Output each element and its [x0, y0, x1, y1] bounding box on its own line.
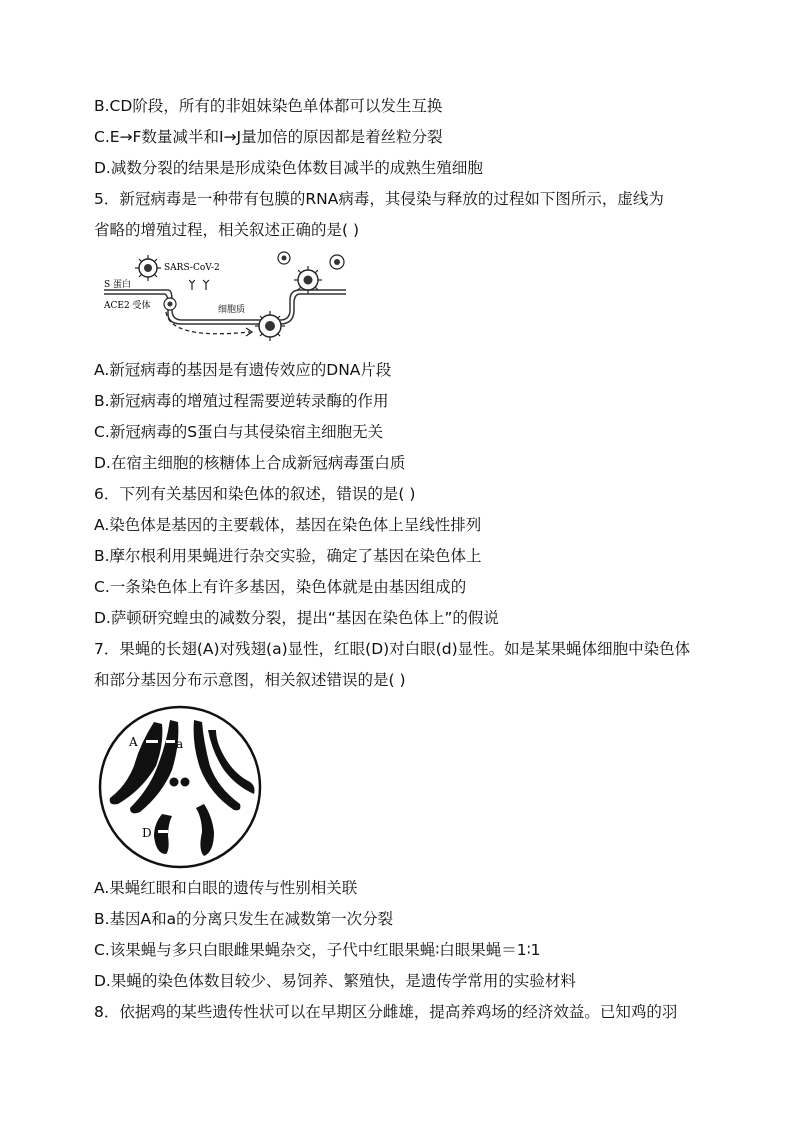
virus-icon	[164, 298, 176, 310]
option-line: C.该果蝇与多只白眼雌果蝇杂交，子代中红眼果蝇∶白眼果蝇＝1∶1	[94, 941, 541, 959]
question-6-stem: 6．下列有关基因和染色体的叙述，错误的是( )	[94, 485, 416, 503]
option-line: D.减数分裂的结果是形成染色体数目减半的成熟生殖细胞	[94, 159, 483, 177]
option-line: A.新冠病毒的基因是有遗传效应的DNA片段	[94, 361, 392, 379]
question-7-stem: 7．果蝇的长翅(A)对残翅(a)显性，红眼(D)对白眼(d)显性。如是某果蝇体细胞中染色体	[94, 640, 691, 658]
s-protein-label: S 蛋白	[104, 280, 132, 290]
virus-infection-diagram	[100, 250, 360, 345]
receptor-icon	[189, 280, 209, 290]
option-line: B.新冠病毒的增殖过程需要逆转录酶的作用	[94, 392, 389, 410]
question-7-stem-cont: 和部分基因分布示意图，相关叙述错误的是( )	[94, 671, 406, 689]
gene-label-A: A	[129, 735, 138, 749]
gene-label-a: a	[176, 737, 184, 751]
option-line: B.摩尔根利用果蝇进行杂交实验，确定了基因在染色体上	[94, 547, 482, 565]
virus-icon	[278, 252, 290, 264]
cytoplasm-label: 细胞质	[218, 305, 246, 315]
option-line: C.E→F数量减半和Ⅰ→J量加倍的原因都是着丝粒分裂	[94, 128, 443, 146]
option-line: D.果蝇的染色体数目较少、易饲养、繁殖快，是遗传学常用的实验材料	[94, 972, 576, 990]
chromosome-diagram	[96, 704, 264, 870]
gene-label-D: D	[142, 826, 152, 840]
option-line: B.基因A和a的分离只发生在减数第一次分裂	[94, 910, 394, 928]
receptor-label: ACE2 受体	[104, 301, 151, 311]
option-line: C.一条染色体上有许多基因，染色体就是由基因组成的	[94, 578, 467, 596]
virus-icon	[255, 311, 285, 341]
virus-icon	[330, 255, 344, 269]
virus-icon	[294, 266, 322, 294]
question-8-stem: 8．依据鸡的某些遗传性状可以在早期区分雌雄，提高养鸡场的经济效益。已知鸡的羽	[94, 1003, 678, 1021]
option-line: C.新冠病毒的S蛋白与其侵染宿主细胞无关	[94, 423, 384, 441]
virus-icon	[135, 255, 161, 281]
question-5-stem-cont: 省略的增殖过程，相关叙述正确的是( )	[94, 221, 360, 239]
option-line: B.CD阶段，所有的非姐妹染色单体都可以发生互换	[94, 97, 443, 115]
option-line: D.在宿主细胞的核糖体上合成新冠病毒蛋白质	[94, 454, 406, 472]
option-line: D.萨顿研究蝗虫的减数分裂，提出“基因在染色体上”的假说	[94, 609, 499, 627]
question-5-stem: 5．新冠病毒是一种带有包膜的RNA病毒，其侵染与释放的过程如下图所示，虚线为	[94, 190, 664, 208]
option-line: A.果蝇红眼和白眼的遗传与性别相关联	[94, 879, 358, 897]
virus-label: SARS-CoV-2	[164, 263, 220, 273]
option-line: A.染色体是基因的主要载体，基因在染色体上呈线性排列	[94, 516, 482, 534]
